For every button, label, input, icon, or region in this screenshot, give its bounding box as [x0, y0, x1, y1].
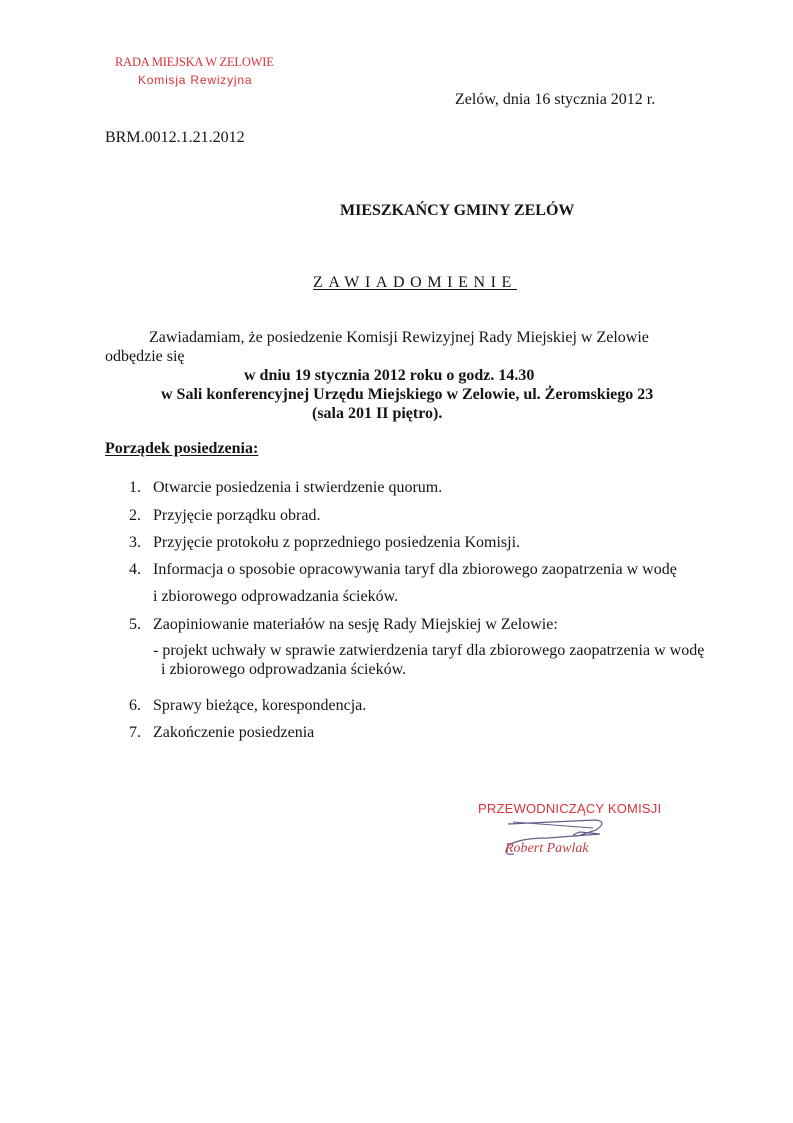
reference-number: BRM.0012.1.21.2012	[105, 129, 245, 146]
agenda-subitem-text-continued: i zbiorowego odprowadzania ścieków.	[153, 661, 407, 678]
agenda-subitem-text: - projekt uchwały w sprawie zatwierdzenia taryf dla zbiorowego zaopatrzenia w wodę	[153, 642, 705, 659]
meeting-date-time: w dniu 19 stycznia 2012 roku o godz. 14.30	[244, 367, 535, 384]
meeting-room: (sala 201 II piętro).	[312, 405, 443, 422]
agenda-item-text: Zaopiniowanie materiałów na sesję Rady Miejskiej w Zelowie:	[153, 616, 558, 633]
agenda-item-number: 6.	[129, 697, 141, 714]
agenda-heading: Porządek posiedzenia:	[105, 440, 259, 457]
agenda-item-text: Przyjęcie porządku obrad.	[153, 507, 321, 524]
agenda-item-number: 1.	[129, 479, 141, 496]
intro-line-2: odbędzie się	[105, 348, 185, 365]
document-title: ZAWIADOMIENIE	[313, 274, 517, 291]
stamp-council-name: RADA MIEJSKA W ZELOWIE	[115, 55, 274, 69]
intro-paragraph	[105, 328, 657, 366]
stamp-committee-name: Komisja Rewizyjna	[138, 73, 253, 87]
agenda-item-number: 2.	[129, 507, 141, 524]
place-date: Zelów, dnia 16 stycznia 2012 r.	[455, 91, 656, 108]
addressee: MIESZKAŃCY GMINY ZELÓW	[340, 202, 575, 219]
signature-name: Robert Pawlak	[505, 841, 589, 856]
agenda-item-text-continued: i zbiorowego odprowadzania ścieków.	[153, 588, 399, 605]
agenda-item-text: Przyjęcie protokołu z poprzedniego posiedzenia Komisji.	[153, 534, 521, 551]
agenda-item-text: Sprawy bieżące, korespondencja.	[153, 697, 367, 714]
signature-title: PRZEWODNICZĄCY KOMISJI	[478, 801, 662, 816]
agenda-item-text: Otwarcie posiedzenia i stwierdzenie quorum.	[153, 479, 443, 496]
agenda-item-text: Zakończenie posiedzenia	[153, 724, 315, 741]
meeting-location: w Sali konferencyjnej Urzędu Miejskiego w Zelowie, ul. Żeromskiego 23	[161, 386, 654, 403]
intro-line-1: Zawiadamiam, że posiedzenie Komisji Rewizyjnej Rady Miejskiej w Zelowie	[149, 329, 649, 346]
agenda-item-number: 4.	[129, 561, 141, 578]
agenda-item-number: 3.	[129, 534, 141, 551]
agenda-item-number: 5.	[129, 616, 141, 633]
agenda-item-number: 7.	[129, 724, 141, 741]
agenda-item-text: Informacja o sposobie opracowywania taryf dla zbiorowego zaopatrzenia w wodę	[153, 561, 677, 578]
